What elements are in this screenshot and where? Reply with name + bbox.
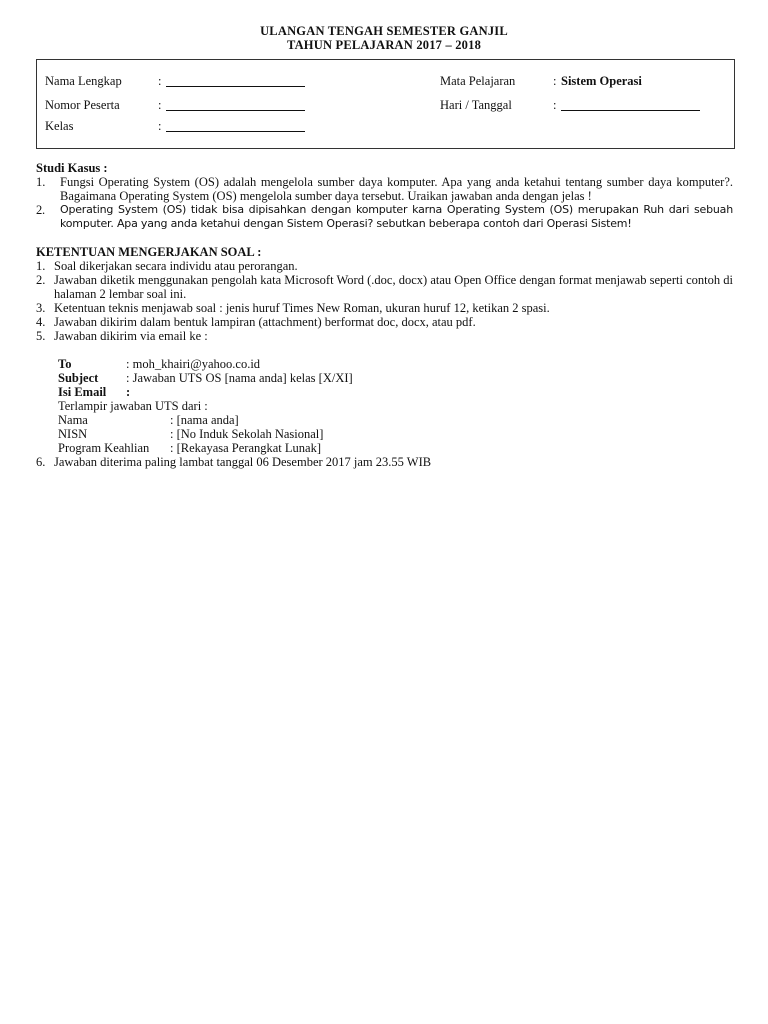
item-number: 1. [36,175,46,189]
email-instructions [58,357,733,455]
colon: : [158,119,162,133]
rule-item-text: Jawaban diketik menggunakan pengolah kata Microsoft Word (.doc, docx) atau Open Office dengan format menjawab seperti contoh di halaman 2 lembar soal ini. [54,273,733,301]
item-number: 2. [36,203,45,217]
email-subject-value: : Jawaban UTS OS [nama anda] kelas [X/XI] [126,371,353,385]
rule-item-text: Soal dikerjakan secara individu atau perorangan. [54,259,298,273]
colon: : [553,98,557,112]
document-body [36,161,733,469]
identity-box [36,59,735,149]
label-nomor-peserta: Nomor Peserta [45,98,120,112]
rules-title: KETENTUAN MENGERJAKAN SOAL : [36,245,262,259]
label-mata-pelajaran: Mata Pelajaran [440,74,516,88]
label-kelas: Kelas [45,119,74,133]
email-to-value: : moh_khairi@yahoo.co.id [126,357,261,371]
email-attached-text: Terlampir jawaban UTS dari : [58,399,208,413]
case-item [36,203,733,231]
hari-tanggal-field[interactable] [561,98,700,111]
email-subject-row [58,371,733,385]
item-number: 2. [36,273,46,287]
item-number: 1. [36,259,46,273]
email-program-value: : [Rekayasa Perangkat Lunak] [170,441,321,455]
rule-item [36,315,733,329]
mata-pelajaran-value: Sistem Operasi [561,74,642,88]
email-nama-value: : [nama anda] [170,413,239,427]
item-number: 5. [36,329,46,343]
exam-title: ULANGAN TENGAH SEMESTER GANJIL [260,24,508,38]
email-nisn-value: : [No Induk Sekolah Nasional] [170,427,324,441]
rule-item [36,329,733,343]
label-nama-lengkap: Nama Lengkap [45,74,122,88]
rule-item-text: Jawaban dikirim via email ke : [54,329,208,343]
case-item [36,175,733,203]
email-to-label: To [58,357,72,371]
email-body-row [58,385,733,399]
rule-item [36,455,733,469]
nama-lengkap-field[interactable] [166,74,305,87]
document-header [0,24,768,52]
email-body-value: : [126,385,131,399]
rule-item-text: Ketentuan teknis menjawab soal : jenis huruf Times New Roman, ukuran huruf 12, ketikan 2 spasi. [54,301,550,315]
email-program-label: Program Keahlian [58,441,150,455]
email-nama-row [58,413,733,427]
rule-item-text: Jawaban dikirim dalam bentuk lampiran (attachment) berformat doc, docx, atau pdf. [54,315,476,329]
rule-item [36,273,733,301]
kelas-field[interactable] [166,119,305,132]
item-number: 6. [36,455,46,469]
rule-item-text: Jawaban diterima paling lambat tanggal 06 Desember 2017 jam 23.55 WIB [54,455,432,469]
label-hari-tanggal: Hari / Tanggal [440,98,512,112]
rule-item [36,259,733,273]
academic-year: TAHUN PELAJARAN 2017 – 2018 [286,38,482,52]
item-number: 4. [36,315,46,329]
email-nisn-row [58,427,733,441]
item-number: 3. [36,301,46,315]
rule-item [36,301,733,315]
nomor-peserta-field[interactable] [166,98,305,111]
email-to-row [58,357,733,371]
colon: : [553,74,557,88]
email-nisn-label: NISN [58,427,88,441]
case-item-text: Fungsi Operating System (OS) adalah mengelola sumber daya komputer. Apa yang anda ketahui tentang sumber daya komputer?. Bagaimana Operating System (OS) mengelola sumber daya tersebut. Uraikan jawaban anda dengan jelas ! [60,175,733,203]
case-study-title: Studi Kasus : [36,161,108,175]
email-subject-label: Subject [58,371,99,385]
email-nama-label: Nama [58,413,88,427]
email-body-label: Isi Email [58,385,107,399]
case-item-text: Operating System (OS) tidak bisa dipisahkan dengan komputer karna Operating System (OS) merupakan Ruh dari sebuah komputer. Apa yang anda ketahui dengan Sistem Operasi? sebutkan beberapa contoh dari Operasi Sistem! [60,203,733,230]
colon: : [158,74,162,88]
email-program-row [58,441,733,455]
colon: : [158,98,162,112]
